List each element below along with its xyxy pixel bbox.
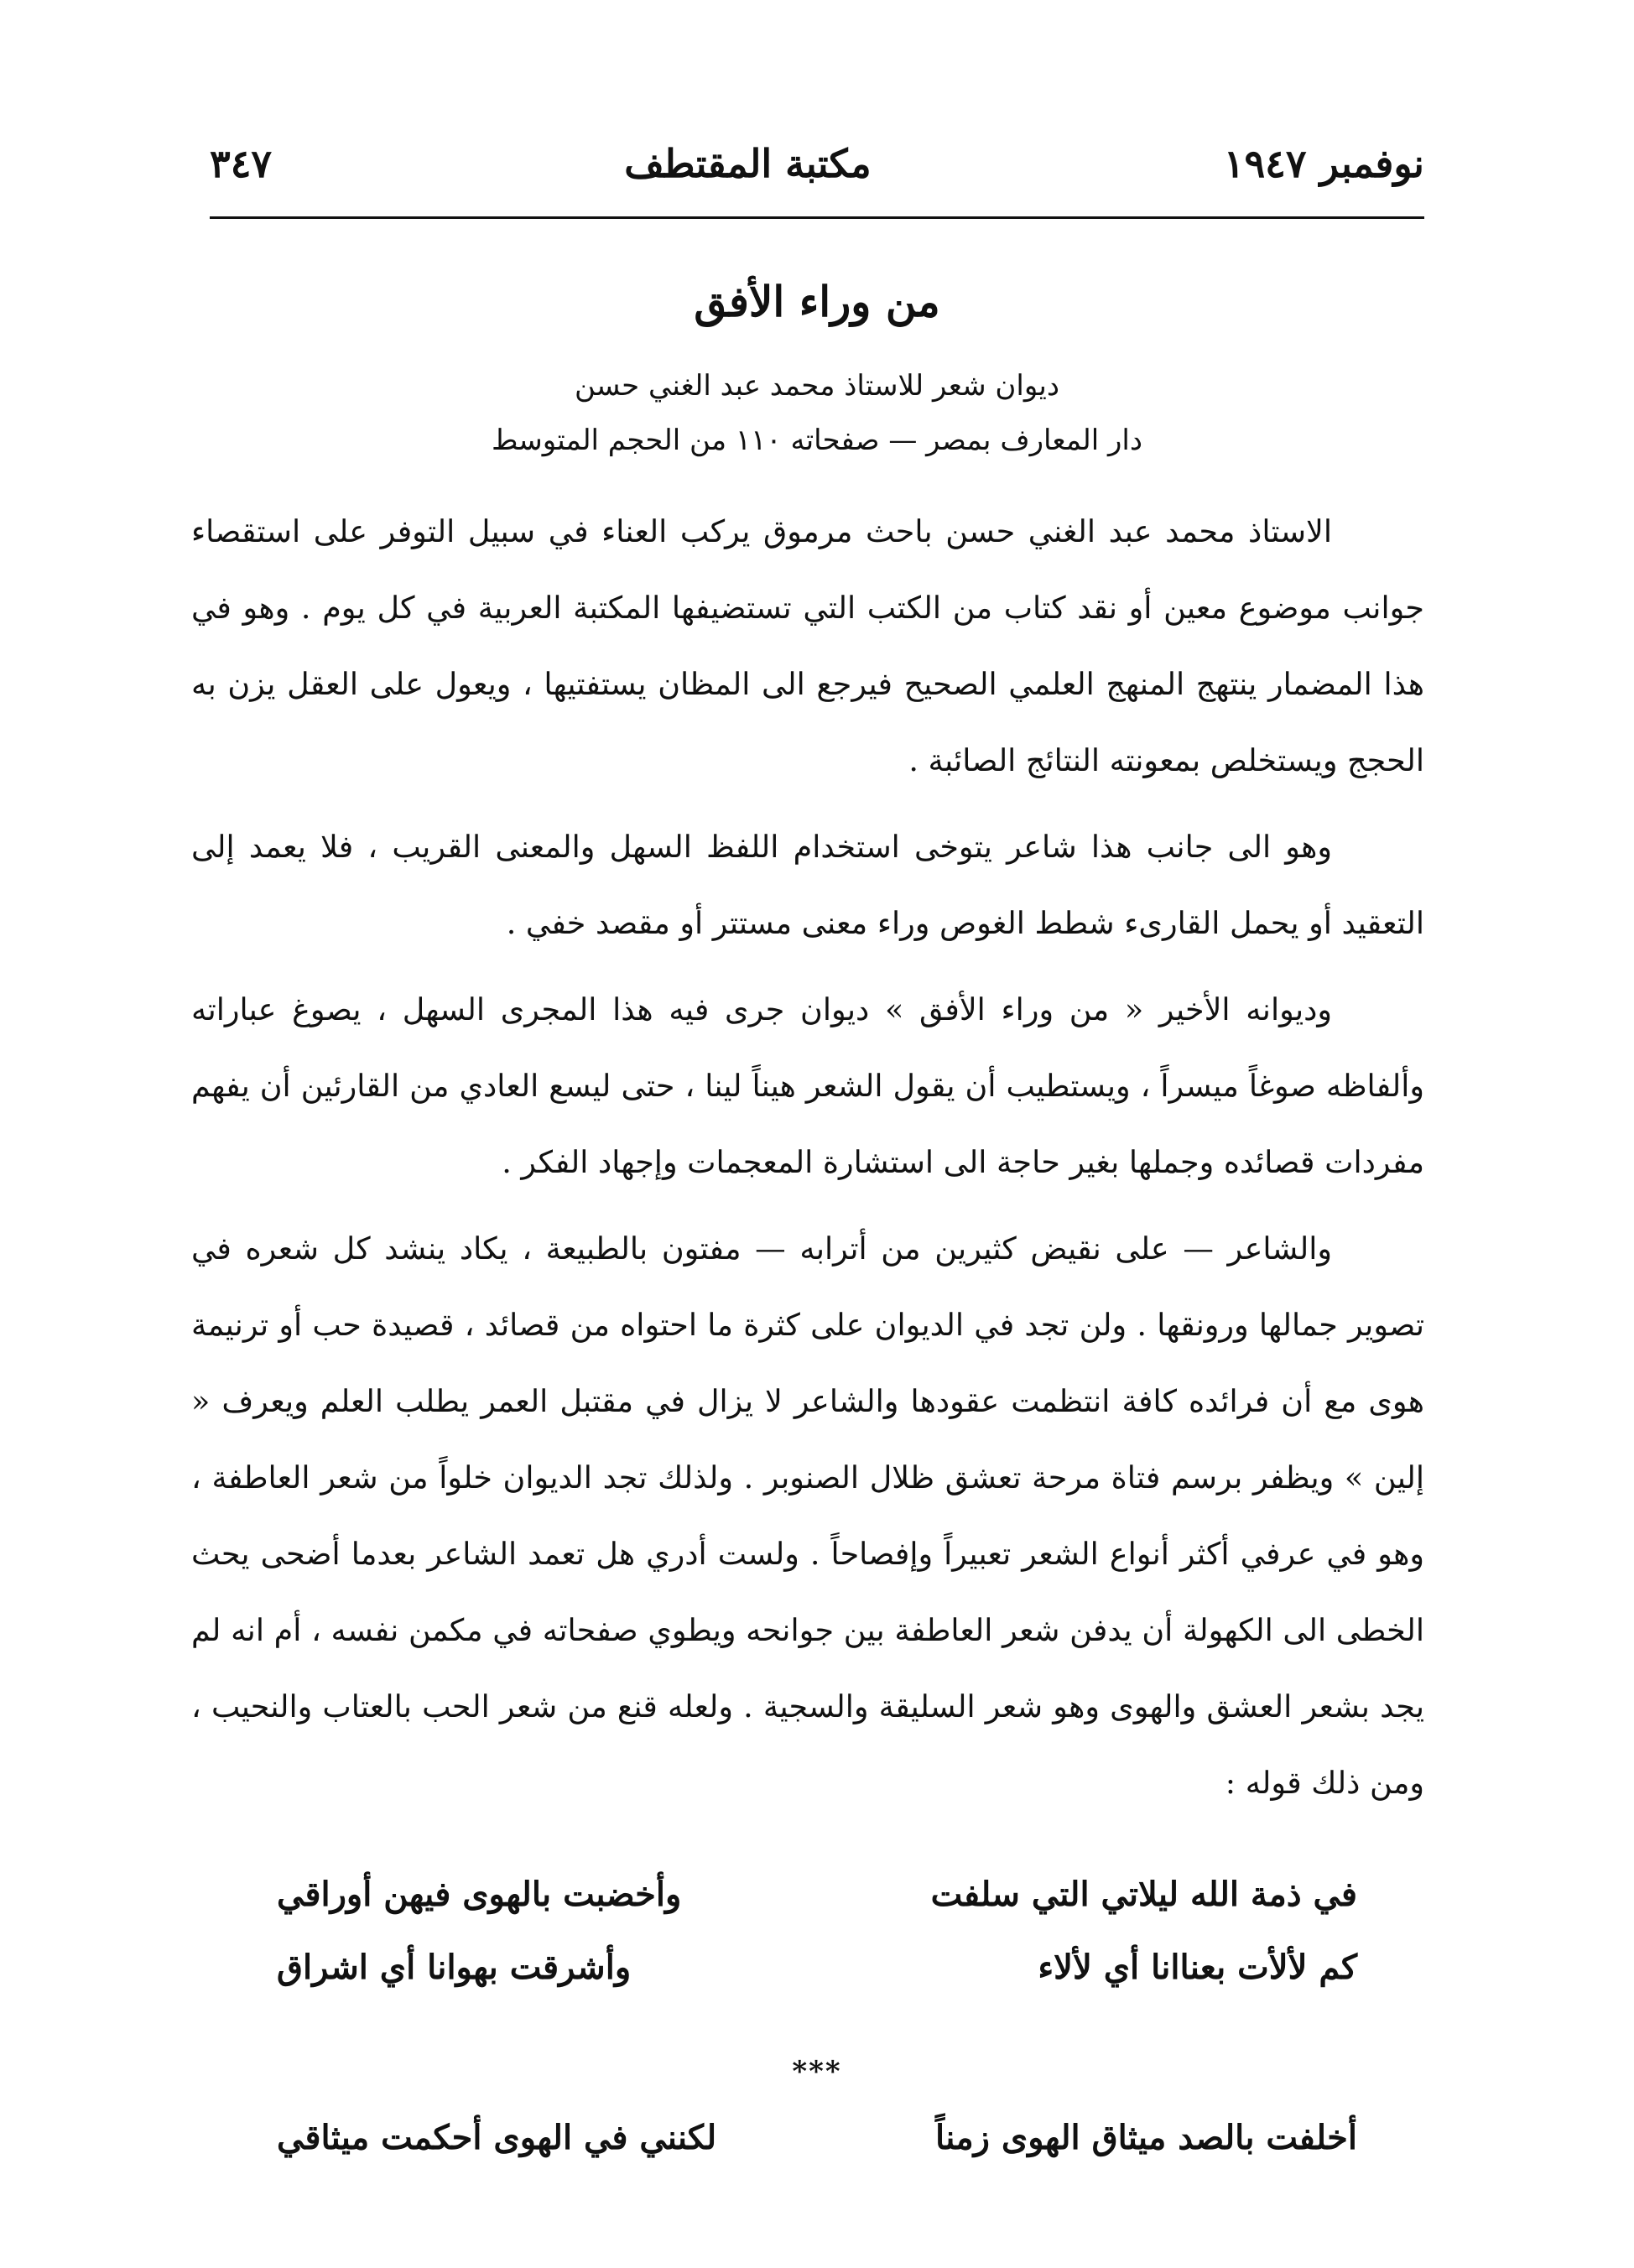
verse-first-hemistich: في ذمة الله ليلاتي التي سلفت [930, 1875, 1357, 1914]
header-section: مكتبة المقتطف [624, 141, 872, 186]
paragraph: والشاعر — على نقيض كثيرين من أترابه — مفتون بالطبيعة ، يكاد ينشد كل شعره في تصوير جمالها ورونقها . ولن تجد في الديوان على كثرة ما احتواه من قصائد ، قصيدة حب أو ترنيمة هوى مع أن فرائده كافة انتظمت عقودها والشاعر لا يزال في مقتبل العمر يطلب العلم ويعرف « إلين » ويظفر برسم فتاة مرحة تعشق ظلال الصنوبر . ولذلك تجد الديوان خلواً من شعر العاطفة ، وهو في عرفي أكثر أنواع الشعر تعبيراً وإفصاحاً . ولست أدري هل تعمد الشاعر بعدما أضحى يحث الخطى الى الكهولة أن يدفن شعر العاطفة بين جوانحه ويطوي صفحاته في مكمن نفسه ، أم انه لم يجد بشعر العشق والهوى وهو شعر السليقة والسجية . ولعله قنع من شعر الحب بالعتاب والنحيب ، ومن ذلك قوله : [191, 1230, 1424, 1801]
verse-second-hemistich: وأخضبت بالهوى فيهن أوراقي [277, 1875, 682, 1914]
article-subtitle-publisher: دار المعارف بمصر — صفحاته ١١٠ من الحجم المتوسط [491, 424, 1143, 457]
paragraph: وديوانه الأخير « من وراء الأفق » ديوان جرى فيه هذا المجرى السهل ، يصوغ عباراته وألفاظه صوغاً ميسراً ، ويستطيب أن يقول الشعر هيناً لينا ، حتى ليسع العادي من القارئين أن يفهم مفردات قصائده وجملها بغير حاجة الى استشارة المعجمات وإجهاد الفكر . [191, 991, 1424, 1180]
article-subtitle-author: ديوان شعر للاستاذ محمد عبد الغني حسن [574, 369, 1060, 403]
header-page-number: ٣٤٧ [210, 141, 273, 186]
verse-second-hemistich: وأشرقت بهوانا أي اشراق [277, 1948, 632, 1987]
running-header [210, 126, 1424, 201]
verse-line [277, 1948, 1357, 1987]
header-date: نوفمبر ١٩٤٧ [1223, 141, 1424, 186]
verse-separator: *** [792, 2055, 842, 2089]
paragraph: وهو الى جانب هذا شاعر يتوخى استخدام اللفظ السهل والمعنى القريب ، فلا يعمد إلى التعقيد أو يحمل القارىء شطط الغوص وراء معنى مستتر أو مقصد خفي . [191, 829, 1424, 941]
paragraph: الاستاذ محمد عبد الغني حسن باحث مرموق يركب العناء في سبيل التوفر على استقصاء جوانب موضوع معين أو نقد كتاب من الكتب التي تستضيفها المكتبة العربية في كل يوم . وهو في هذا المضمار ينتهج المنهج العلمي الصحيح فيرجع الى المظان يستفتيها ، ويعول على العقل يزن به الحجج ويستخلص بمعونته النتائج الصائبة . [191, 513, 1424, 778]
header-rule [210, 216, 1424, 219]
article-title: من وراء الأفق [694, 277, 940, 326]
verse-first-hemistich: كم لألأت بعناانا أي لألاء [1038, 1948, 1357, 1987]
verse-first-hemistich: أخلفت بالصد ميثاق الهوى زمناً [935, 2118, 1357, 2157]
verse-line [277, 2118, 1357, 2157]
verse-second-hemistich: لكنني في الهوى أحكمت ميثاقي [277, 2118, 717, 2157]
verse-line [277, 1875, 1357, 1914]
article-body [191, 493, 1424, 1831]
